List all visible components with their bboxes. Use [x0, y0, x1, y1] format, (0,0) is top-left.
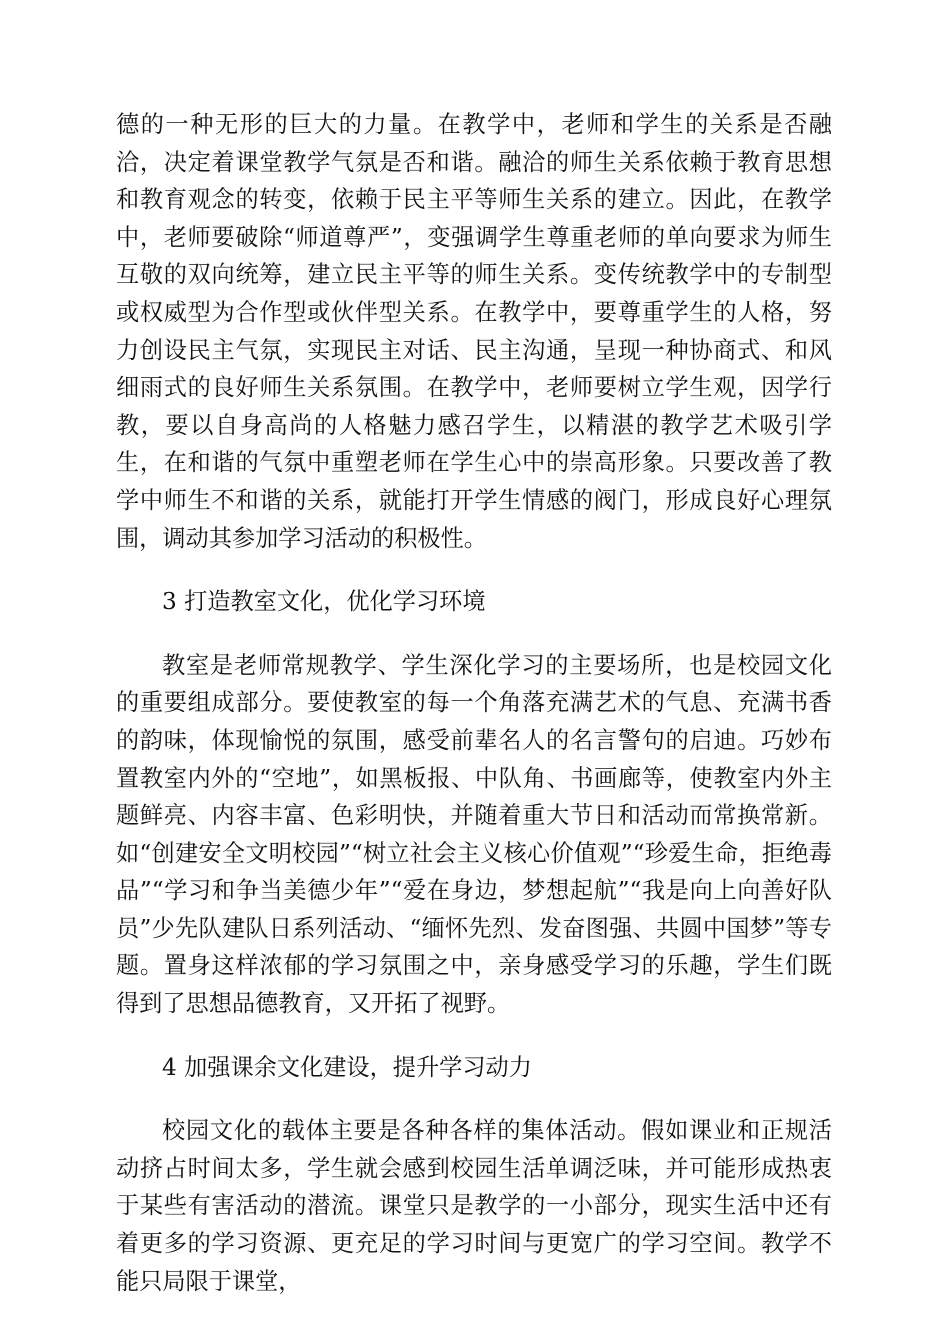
paragraph-classroom-culture: 教室是老师常规教学、学生深化学习的主要场所，也是校园文化的重要组成部分。要使教室的每一个角落充满艺术的气息、充满书香的韵味，体现愉悦的氛围，感受前辈名人的名言警句的启迪。巧妙布置教室内外的“空地”，如黑板报、中队角、书画廊等，使教室内外主题鲜亮、内容丰富、色彩明快，并随着重大节日和活动而常换常新。如“创建安全文明校园”“树立社会主义核心价值观”“珍爱生命，拒绝毒品”“学习和争当美德少年”“爱在身边，梦想起航”“我是向上向善好队员”少先队建队日系列活动、“缅怀先烈、发奋图强、共圆中国梦”等专题。置身这样浓郁的学习氛围之中，亲身感受学习的乐趣，学生们既得到了思想品德教育，又开拓了视野。 [116, 651, 832, 1018]
document-page [116, 106, 832, 1326]
paragraph-teacher-student-relationship: 德的一种无形的巨大的力量。在教学中，老师和学生的关系是否融洽，决定着课堂教学气氛是否和谐。融洽的师生关系依赖于教育思想和教育观念的转变，依赖于民主平等师生关系的建立。因此，在教学中，老师要破除“师道尊严”，变强调学生尊重老师的单向要求为师生互敬的双向统筹，建立民主平等的师生关系。变传统教学中的专制型或权威型为合作型或伙伴型关系。在教学中，要尊重学生的人格，努力创设民主气氛，实现民主对话、民主沟通，呈现一种协商式、和风细雨式的良好师生关系氛围。在教学中，老师要树立学生观，因学行教，要以自身高尚的人格魅力感召学生，以精湛的教学艺术吸引学生，在和谐的气氛中重塑老师在学生心中的崇高形象。只要改善了教学中师生不和谐的关系，就能打开学生情感的阀门，形成良好心理氛围，调动其参加学习活动的积极性。 [116, 111, 832, 552]
section-heading-4: 4 加强课余文化建设，提升学习动力 [162, 1053, 532, 1081]
section-heading-3: 3 打造教室文化，优化学习环境 [162, 588, 486, 616]
paragraph-extracurricular-culture: 校园文化的载体主要是各种各样的集体活动。假如课业和正规活动挤占时间太多，学生就会感到校园生活单调泛味，并可能形成热衷于某些有害活动的潜流。课堂只是教学的一小部分，现实生活中还有着更多的学习资源、更充足的学习时间与更宽广的学习空间。教学不能只局限于课堂， [116, 1117, 832, 1295]
